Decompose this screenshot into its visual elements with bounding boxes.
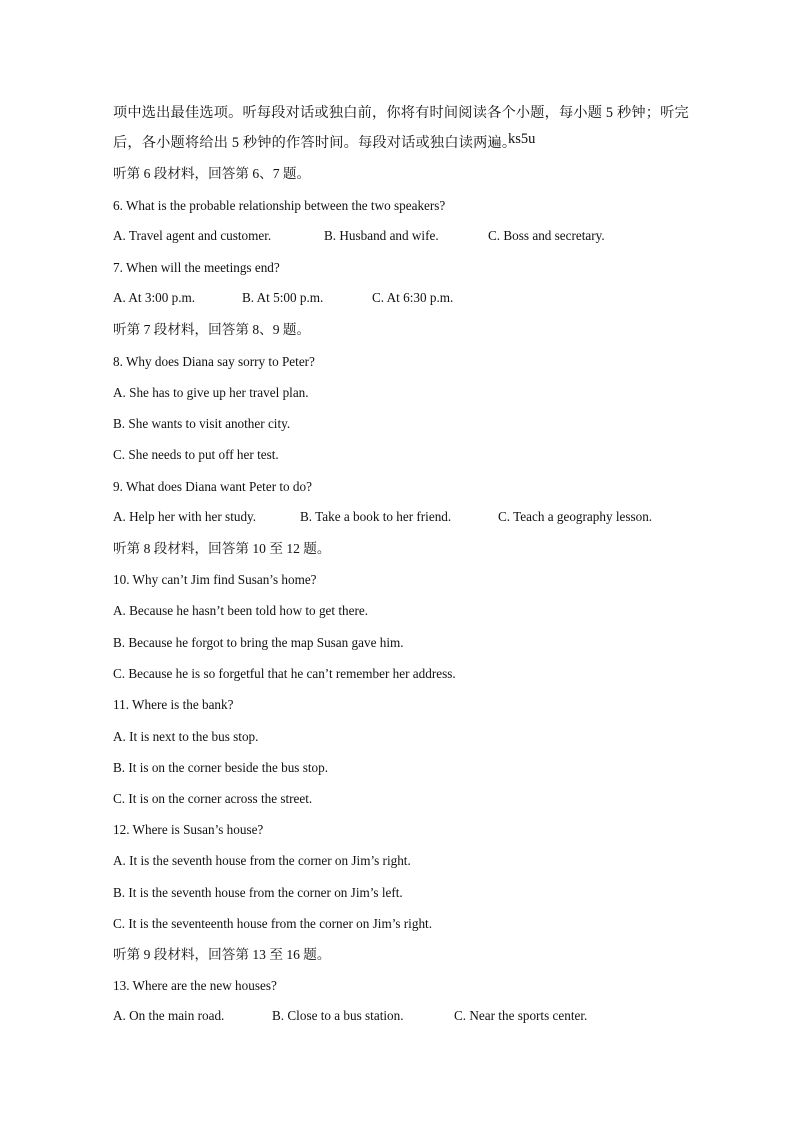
question-7-option-c: C. At 6:30 p.m. — [372, 290, 454, 305]
question-6: 6. What is the probable relationship between the two speakers? — [113, 198, 446, 213]
question-13-option-a: A. On the main road. — [113, 1008, 225, 1023]
question-12-option-a: A. It is the seventh house from the corner on Jim’s right. — [113, 853, 411, 868]
question-8-option-c: C. She needs to put off her test. — [113, 447, 279, 462]
question-10: 10. Why can’t Jim find Susan’s home? — [113, 572, 317, 587]
question-9-option-b: B. Take a book to her friend. — [300, 509, 452, 524]
question-12-option-c: C. It is the seventeenth house from the corner on Jim’s right. — [113, 916, 432, 931]
question-7: 7. When will the meetings end? — [113, 260, 280, 275]
question-6-option-b: B. Husband and wife. — [324, 228, 439, 243]
question-9-option-c: C. Teach a geography lesson. — [498, 509, 653, 524]
question-8-option-b: B. She wants to visit another city. — [113, 416, 291, 431]
section-heading-6: 听第 6 段材料，回答第 6、7 题。 — [113, 166, 311, 181]
question-6-option-a: A. Travel agent and customer. — [113, 228, 272, 243]
question-12-option-b: B. It is the seventh house from the corner on Jim’s left. — [113, 885, 403, 900]
question-10-option-a: A. Because he hasn’t been told how to get there. — [113, 603, 369, 618]
question-6-option-c: C. Boss and secretary. — [488, 228, 605, 243]
section-heading-7: 听第 7 段材料，回答第 8、9 题。 — [113, 322, 311, 337]
question-12: 12. Where is Susan’s house? — [113, 822, 264, 837]
question-7-option-b: B. At 5:00 p.m. — [242, 290, 324, 305]
question-8: 8. Why does Diana say sorry to Peter? — [113, 354, 315, 369]
question-13-option-c: C. Near the sports center. — [454, 1008, 588, 1023]
question-8-option-a: A. She has to give up her travel plan. — [113, 385, 309, 400]
question-10-option-b: B. Because he forgot to bring the map Susan gave him. — [113, 635, 404, 650]
section-heading-9: 听第 9 段材料，回答第 13 至 16 题。 — [113, 947, 331, 962]
question-9: 9. What does Diana want Peter to do? — [113, 479, 312, 494]
intro-line-2: 后，各小题将给出 5 秒钟的作答时间。每段对话或独白读两遍。 — [113, 135, 517, 151]
question-10-option-c: C. Because he is so forgetful that he can’t remember her address. — [113, 666, 456, 681]
section-heading-8: 听第 8 段材料，回答第 10 至 12 题。 — [113, 541, 331, 556]
question-9-option-a: A. Help her with her study. — [113, 509, 257, 524]
question-7-option-a: A. At 3:00 p.m. — [113, 290, 196, 305]
question-13: 13. Where are the new houses? — [113, 978, 277, 993]
intro-line-1: 项中选出最佳选项。听每段对话或独白前，你将有时间阅读各个小题，每小题 5 秒钟；听完 — [113, 105, 689, 121]
watermark-text: ks5u — [508, 131, 536, 147]
question-13-option-b: B. Close to a bus station. — [272, 1008, 404, 1023]
question-11-option-c: C. It is on the corner across the street. — [113, 791, 313, 806]
question-11-option-a: A. It is next to the bus stop. — [113, 729, 259, 744]
question-11: 11. Where is the bank? — [113, 697, 234, 712]
question-11-option-b: B. It is on the corner beside the bus stop. — [113, 760, 328, 775]
